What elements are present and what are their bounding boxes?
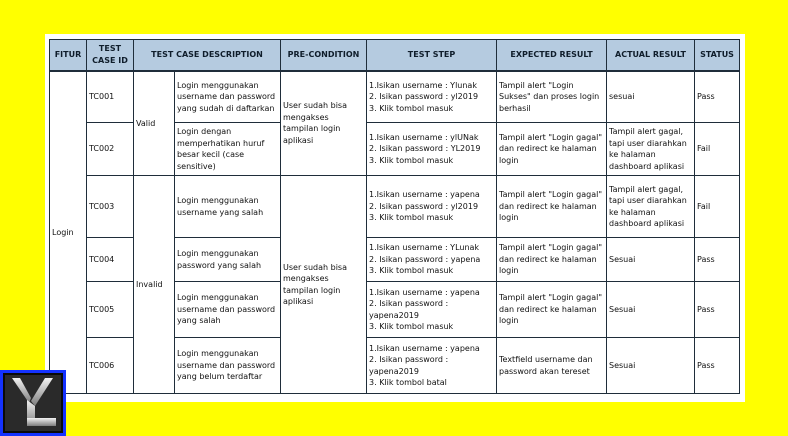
test-case-id: TC006 bbox=[87, 338, 134, 394]
test-step-line: 3. Klik tombol masuk bbox=[369, 103, 454, 113]
test-step-line: 2. Isikan password : YL2019 bbox=[369, 144, 481, 154]
test-step-line: 2. Isikan password : yl2019 bbox=[369, 201, 479, 211]
test-step-line: 3. Klik tombol masuk bbox=[369, 322, 454, 331]
test-step-line: 1.Isikan username : YLunak bbox=[369, 243, 480, 253]
header-test-step: TEST STEP bbox=[367, 40, 497, 71]
header-test-case-description: TEST CASE DESCRIPTION bbox=[134, 40, 281, 71]
status-cell: Fail bbox=[695, 123, 740, 176]
expected-result: Tampil alert "Login gagal" dan redirect ke halaman login bbox=[497, 176, 607, 238]
yl-logo-graphic bbox=[0, 370, 66, 436]
pre-condition-valid: User sudah bisa mengakses tampilan login aplikasi bbox=[281, 71, 367, 176]
actual-result: Sesuai bbox=[607, 338, 695, 394]
test-step-line: 2. Isikan password : yapena bbox=[369, 254, 481, 264]
actual-result: Tampil alert gagal, tapi user diarahkan ke halaman dashboard aplikasi bbox=[607, 176, 695, 238]
test-step-line: 1.Isikan username : ylUNak bbox=[369, 132, 479, 142]
header-expected-result: EXPECTED RESULT bbox=[497, 40, 607, 71]
expected-result: Tampil alert "Login gagal" dan redirect ke halaman login bbox=[497, 282, 607, 338]
test-step-line: 2. Isikan password : yapena2019 bbox=[369, 355, 449, 376]
header-pre-condition: PRE-CONDITION bbox=[281, 40, 367, 71]
actual-result: Tampil alert gagal, tapi user diarahkan ke halaman dashboard aplikasi bbox=[607, 123, 695, 176]
test-case-description: Login menggunakan username dan password yang salah bbox=[175, 282, 281, 338]
test-step-line: 3. Klik tombol masuk bbox=[369, 266, 454, 276]
test-case-id: TC002 bbox=[87, 123, 134, 176]
test-case-description: Login menggunakan password yang salah bbox=[175, 238, 281, 282]
status-cell: Pass bbox=[695, 338, 740, 394]
group-invalid: Invalid bbox=[134, 176, 175, 394]
test-step bbox=[367, 238, 497, 282]
test-step bbox=[367, 71, 497, 123]
header-row bbox=[50, 40, 740, 71]
test-step-line: 3. Klik tombol masuk bbox=[369, 213, 454, 223]
actual-result: Sesuai bbox=[607, 282, 695, 338]
group-valid: Valid bbox=[134, 71, 175, 176]
status-cell: Pass bbox=[695, 238, 740, 282]
yl-logo-icon bbox=[0, 370, 66, 436]
test-step-line: 1.Isikan username : Ylunak bbox=[369, 80, 477, 90]
actual-result: sesuai bbox=[607, 71, 695, 123]
test-step-line: 2. Isikan password : yapena2019 bbox=[369, 299, 449, 320]
test-step-line: 2. Isikan password : yl2019 bbox=[369, 92, 479, 101]
pre-condition-invalid: User sudah bisa mengakses tampilan login aplikasi bbox=[281, 176, 367, 394]
test-step-line: 1.Isikan username : yapena bbox=[369, 343, 480, 353]
header-fitur: FITUR bbox=[50, 40, 87, 71]
test-step bbox=[367, 123, 497, 176]
fitur-cell: Login bbox=[50, 71, 87, 394]
header-actual-result: ACTUAL RESULT bbox=[607, 40, 695, 71]
expected-result: Tampil alert "Login Sukses" dan proses login berhasil bbox=[497, 71, 607, 123]
test-step-line: 1.Isikan username : yapena bbox=[369, 287, 480, 297]
test-case-description: Login menggunakan username dan password yang belum terdaftar bbox=[175, 338, 281, 394]
test-case-description: Login menggunakan username dan password yang sudah di daftarkan bbox=[175, 71, 281, 123]
test-case-description: Login dengan memperhatikan huruf besar kecil (case sensitive) bbox=[175, 123, 281, 176]
expected-result: Tampil alert "Login gagal" dan redirect ke halaman login bbox=[497, 123, 607, 176]
test-step bbox=[367, 282, 497, 338]
status-cell: Fail bbox=[695, 176, 740, 238]
header-test-case-id: TEST CASE ID bbox=[87, 40, 134, 71]
test-case-id: TC001 bbox=[87, 71, 134, 123]
test-case-table bbox=[49, 39, 740, 394]
test-case-id: TC005 bbox=[87, 282, 134, 338]
table-row bbox=[50, 176, 740, 238]
test-case-sheet bbox=[45, 34, 745, 402]
status-cell: Pass bbox=[695, 282, 740, 338]
test-case-description: Login menggunakan username yang salah bbox=[175, 176, 281, 238]
actual-result: Sesuai bbox=[607, 238, 695, 282]
test-case-id: TC004 bbox=[87, 238, 134, 282]
test-case-id: TC003 bbox=[87, 176, 134, 238]
test-step-line: 1.Isikan username : yapena bbox=[369, 190, 480, 200]
test-step-line: 3. Klik tombol batal bbox=[369, 378, 447, 387]
test-step bbox=[367, 338, 497, 394]
status-cell: Pass bbox=[695, 71, 740, 123]
test-step bbox=[367, 176, 497, 238]
expected-result: Tampil alert "Login gagal" dan redirect ke halaman login bbox=[497, 238, 607, 282]
expected-result: Textfield username dan password akan tereset bbox=[497, 338, 607, 394]
header-status: STATUS bbox=[695, 40, 740, 71]
test-step-line: 3. Klik tombol masuk bbox=[369, 155, 454, 165]
table-row bbox=[50, 71, 740, 123]
